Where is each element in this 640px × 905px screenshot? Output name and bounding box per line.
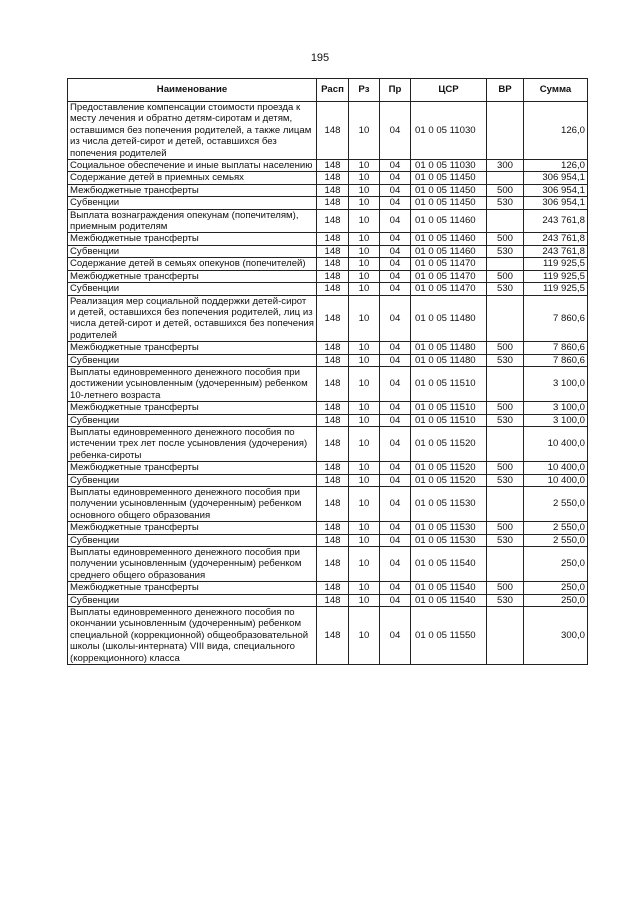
cell-pr: 04 [380,607,411,665]
cell-sum: 7 860,6 [524,295,588,342]
cell-csr: 01 0 05 11530 [411,522,487,534]
page-number: 195 [310,52,330,64]
cell-pr: 04 [380,414,411,426]
cell-csr: 01 0 05 11520 [411,474,487,486]
cell-vr: 530 [487,354,524,366]
table-row [68,233,588,245]
cell-name: Субвенции [68,534,317,546]
cell-csr: 01 0 05 11470 [411,270,487,282]
cell-pr: 04 [380,283,411,295]
cell-rasp: 148 [317,366,349,401]
cell-rasp: 148 [317,522,349,534]
cell-vr: 500 [487,233,524,245]
cell-rasp: 148 [317,474,349,486]
cell-name: Межбюджетные трансферты [68,522,317,534]
cell-sum: 3 100,0 [524,414,588,426]
cell-vr: 530 [487,197,524,209]
table-row [68,184,588,196]
cell-vr [487,426,524,461]
cell-vr: 530 [487,414,524,426]
cell-rasp: 148 [317,462,349,474]
cell-rasp: 148 [317,102,349,160]
table-row [68,283,588,295]
cell-rz: 10 [349,172,380,184]
cell-pr: 04 [380,594,411,606]
cell-rasp: 148 [317,295,349,342]
table-row [68,342,588,354]
cell-vr: 530 [487,534,524,546]
cell-rz: 10 [349,522,380,534]
cell-csr: 01 0 05 11520 [411,462,487,474]
cell-sum: 10 400,0 [524,426,588,461]
header-csr: ЦСР [411,79,487,102]
cell-pr: 04 [380,582,411,594]
cell-pr: 04 [380,342,411,354]
cell-sum: 2 550,0 [524,522,588,534]
cell-rasp: 148 [317,402,349,414]
cell-vr: 500 [487,342,524,354]
cell-csr: 01 0 05 11450 [411,184,487,196]
cell-name: Межбюджетные трансферты [68,233,317,245]
table-body [68,102,588,665]
cell-vr [487,209,524,233]
cell-pr: 04 [380,233,411,245]
cell-csr: 01 0 05 11540 [411,582,487,594]
cell-name: Содержание детей в семьях опекунов (попечителей) [68,258,317,270]
cell-name: Субвенции [68,283,317,295]
table-row [68,607,588,665]
table-row [68,487,588,522]
cell-sum: 7 860,6 [524,342,588,354]
cell-rasp: 148 [317,342,349,354]
cell-pr: 04 [380,258,411,270]
cell-csr: 01 0 05 11480 [411,295,487,342]
cell-rz: 10 [349,487,380,522]
cell-sum: 10 400,0 [524,462,588,474]
cell-csr: 01 0 05 11460 [411,245,487,257]
table-row [68,102,588,160]
table-row [68,402,588,414]
cell-rasp: 148 [317,184,349,196]
cell-rz: 10 [349,258,380,270]
table-row [68,258,588,270]
table-row [68,534,588,546]
header-rz: Рз [349,79,380,102]
cell-vr: 530 [487,283,524,295]
table-row [68,295,588,342]
cell-vr: 530 [487,245,524,257]
header-sum: Сумма [524,79,588,102]
cell-sum: 2 550,0 [524,487,588,522]
table-header-row [68,79,588,102]
cell-csr: 01 0 05 11450 [411,197,487,209]
cell-rz: 10 [349,426,380,461]
cell-pr: 04 [380,172,411,184]
cell-csr: 01 0 05 11450 [411,172,487,184]
cell-rz: 10 [349,245,380,257]
cell-sum: 7 860,6 [524,354,588,366]
cell-name: Субвенции [68,474,317,486]
cell-vr: 530 [487,594,524,606]
cell-name: Выплата вознаграждения опекунам (попечителям), приемным родителям [68,209,317,233]
cell-name: Выплаты единовременного денежного пособия при достижении усыновленным (удочеренным) ребенком 10-летнего возраста [68,366,317,401]
cell-rz: 10 [349,160,380,172]
table-row [68,594,588,606]
table-row [68,172,588,184]
cell-rasp: 148 [317,233,349,245]
cell-csr: 01 0 05 11520 [411,426,487,461]
cell-vr: 530 [487,474,524,486]
cell-rasp: 148 [317,197,349,209]
cell-rz: 10 [349,342,380,354]
cell-name: Субвенции [68,354,317,366]
cell-name: Выплаты единовременного денежного пособия при получении усыновленным (удочеренным) ребенком среднего общего образования [68,547,317,582]
cell-sum: 126,0 [524,102,588,160]
cell-name: Реализация мер социальной поддержки детей-сирот и детей, оставшихся без попечения родителей, лиц из числа детей-сирот и детей, оставшихся без попечения родителей [68,295,317,342]
cell-pr: 04 [380,295,411,342]
cell-sum: 243 761,8 [524,209,588,233]
cell-sum: 119 925,5 [524,270,588,282]
cell-csr: 01 0 05 11460 [411,209,487,233]
cell-csr: 01 0 05 11030 [411,160,487,172]
cell-vr [487,607,524,665]
cell-sum: 306 954,1 [524,184,588,196]
cell-rz: 10 [349,474,380,486]
cell-sum: 306 954,1 [524,172,588,184]
cell-pr: 04 [380,197,411,209]
cell-name: Субвенции [68,197,317,209]
table-row [68,462,588,474]
cell-name: Социальное обеспечение и иные выплаты населению [68,160,317,172]
table-row [68,547,588,582]
cell-csr: 01 0 05 11530 [411,487,487,522]
cell-vr: 500 [487,582,524,594]
cell-pr: 04 [380,209,411,233]
cell-sum: 243 761,8 [524,233,588,245]
cell-sum: 250,0 [524,547,588,582]
table-row [68,270,588,282]
table-row [68,354,588,366]
cell-pr: 04 [380,184,411,196]
cell-rasp: 148 [317,270,349,282]
cell-pr: 04 [380,102,411,160]
cell-name: Выплаты единовременного денежного пособия по окончании усыновленным (удочеренным) ребенком специальной (коррекционной) общеобразовательной школы (школы-интерната) VIII вида, специального (коррекционного) класса [68,607,317,665]
table-row [68,582,588,594]
cell-rasp: 148 [317,594,349,606]
cell-rz: 10 [349,270,380,282]
cell-name: Межбюджетные трансферты [68,270,317,282]
cell-pr: 04 [380,522,411,534]
cell-vr [487,366,524,401]
cell-vr [487,258,524,270]
cell-csr: 01 0 05 11510 [411,402,487,414]
cell-rasp: 148 [317,354,349,366]
cell-sum: 250,0 [524,582,588,594]
cell-rasp: 148 [317,414,349,426]
cell-vr: 500 [487,462,524,474]
cell-rasp: 148 [317,487,349,522]
header-rasp: Расп [317,79,349,102]
cell-vr [487,172,524,184]
cell-rz: 10 [349,295,380,342]
cell-csr: 01 0 05 11540 [411,547,487,582]
cell-sum: 3 100,0 [524,366,588,401]
table-row [68,160,588,172]
cell-vr [487,102,524,160]
cell-sum: 10 400,0 [524,474,588,486]
cell-pr: 04 [380,245,411,257]
cell-rasp: 148 [317,258,349,270]
cell-name: Выплаты единовременного денежного пособия по истечении трех лет после усыновления (удочерения) ребенка-сироты [68,426,317,461]
budget-table [67,78,588,665]
cell-rasp: 148 [317,245,349,257]
cell-rasp: 148 [317,547,349,582]
cell-sum: 306 954,1 [524,197,588,209]
cell-name: Выплаты единовременного денежного пособия при получении усыновленным (удочеренным) ребенком основного общего образования [68,487,317,522]
cell-rz: 10 [349,607,380,665]
cell-rasp: 148 [317,160,349,172]
cell-name: Межбюджетные трансферты [68,402,317,414]
cell-name: Межбюджетные трансферты [68,184,317,196]
cell-rz: 10 [349,209,380,233]
cell-rz: 10 [349,197,380,209]
cell-name: Межбюджетные трансферты [68,582,317,594]
cell-csr: 01 0 05 11480 [411,342,487,354]
cell-vr: 500 [487,522,524,534]
cell-vr: 500 [487,402,524,414]
cell-name: Межбюджетные трансферты [68,462,317,474]
cell-csr: 01 0 05 11470 [411,283,487,295]
cell-csr: 01 0 05 11510 [411,366,487,401]
cell-csr: 01 0 05 11460 [411,233,487,245]
cell-sum: 243 761,8 [524,245,588,257]
cell-sum: 300,0 [524,607,588,665]
cell-rasp: 148 [317,607,349,665]
table-row [68,414,588,426]
cell-pr: 04 [380,270,411,282]
cell-name: Субвенции [68,245,317,257]
cell-rz: 10 [349,366,380,401]
cell-name: Субвенции [68,414,317,426]
cell-rasp: 148 [317,426,349,461]
cell-rasp: 148 [317,283,349,295]
cell-rz: 10 [349,594,380,606]
cell-vr: 300 [487,160,524,172]
header-name: Наименование [68,79,317,102]
cell-rz: 10 [349,184,380,196]
cell-pr: 04 [380,402,411,414]
cell-rz: 10 [349,402,380,414]
table-row [68,197,588,209]
cell-rz: 10 [349,102,380,160]
cell-sum: 119 925,5 [524,258,588,270]
cell-name: Субвенции [68,594,317,606]
cell-pr: 04 [380,547,411,582]
header-vr: ВР [487,79,524,102]
cell-csr: 01 0 05 11030 [411,102,487,160]
cell-csr: 01 0 05 11550 [411,607,487,665]
cell-pr: 04 [380,534,411,546]
table-row [68,245,588,257]
cell-rz: 10 [349,354,380,366]
cell-vr [487,487,524,522]
cell-pr: 04 [380,487,411,522]
header-pr: Пр [380,79,411,102]
cell-sum: 119 925,5 [524,283,588,295]
cell-pr: 04 [380,474,411,486]
cell-sum: 126,0 [524,160,588,172]
cell-csr: 01 0 05 11510 [411,414,487,426]
cell-rz: 10 [349,534,380,546]
cell-rasp: 148 [317,172,349,184]
cell-vr [487,295,524,342]
table-row [68,474,588,486]
cell-pr: 04 [380,160,411,172]
cell-vr: 500 [487,270,524,282]
cell-rz: 10 [349,414,380,426]
table-row [68,522,588,534]
cell-pr: 04 [380,366,411,401]
cell-pr: 04 [380,426,411,461]
cell-rz: 10 [349,462,380,474]
cell-name: Содержание детей в приемных семьях [68,172,317,184]
cell-rz: 10 [349,582,380,594]
cell-rasp: 148 [317,582,349,594]
cell-vr [487,547,524,582]
cell-csr: 01 0 05 11530 [411,534,487,546]
cell-rasp: 148 [317,209,349,233]
cell-pr: 04 [380,462,411,474]
cell-rz: 10 [349,233,380,245]
table-row [68,366,588,401]
cell-rasp: 148 [317,534,349,546]
cell-vr: 500 [487,184,524,196]
cell-csr: 01 0 05 11540 [411,594,487,606]
cell-name: Предоставление компенсации стоимости проезда к месту лечения и обратно детям-сиротам и детям, оставшимся без попечения родителей, а также лицам из числа детей-сирот и детей, оставшихся без попечения родителей [68,102,317,160]
cell-sum: 2 550,0 [524,534,588,546]
table-row [68,426,588,461]
cell-rz: 10 [349,547,380,582]
cell-pr: 04 [380,354,411,366]
cell-name: Межбюджетные трансферты [68,342,317,354]
cell-rz: 10 [349,283,380,295]
table-row [68,209,588,233]
cell-sum: 250,0 [524,594,588,606]
cell-csr: 01 0 05 11480 [411,354,487,366]
cell-sum: 3 100,0 [524,402,588,414]
cell-csr: 01 0 05 11470 [411,258,487,270]
